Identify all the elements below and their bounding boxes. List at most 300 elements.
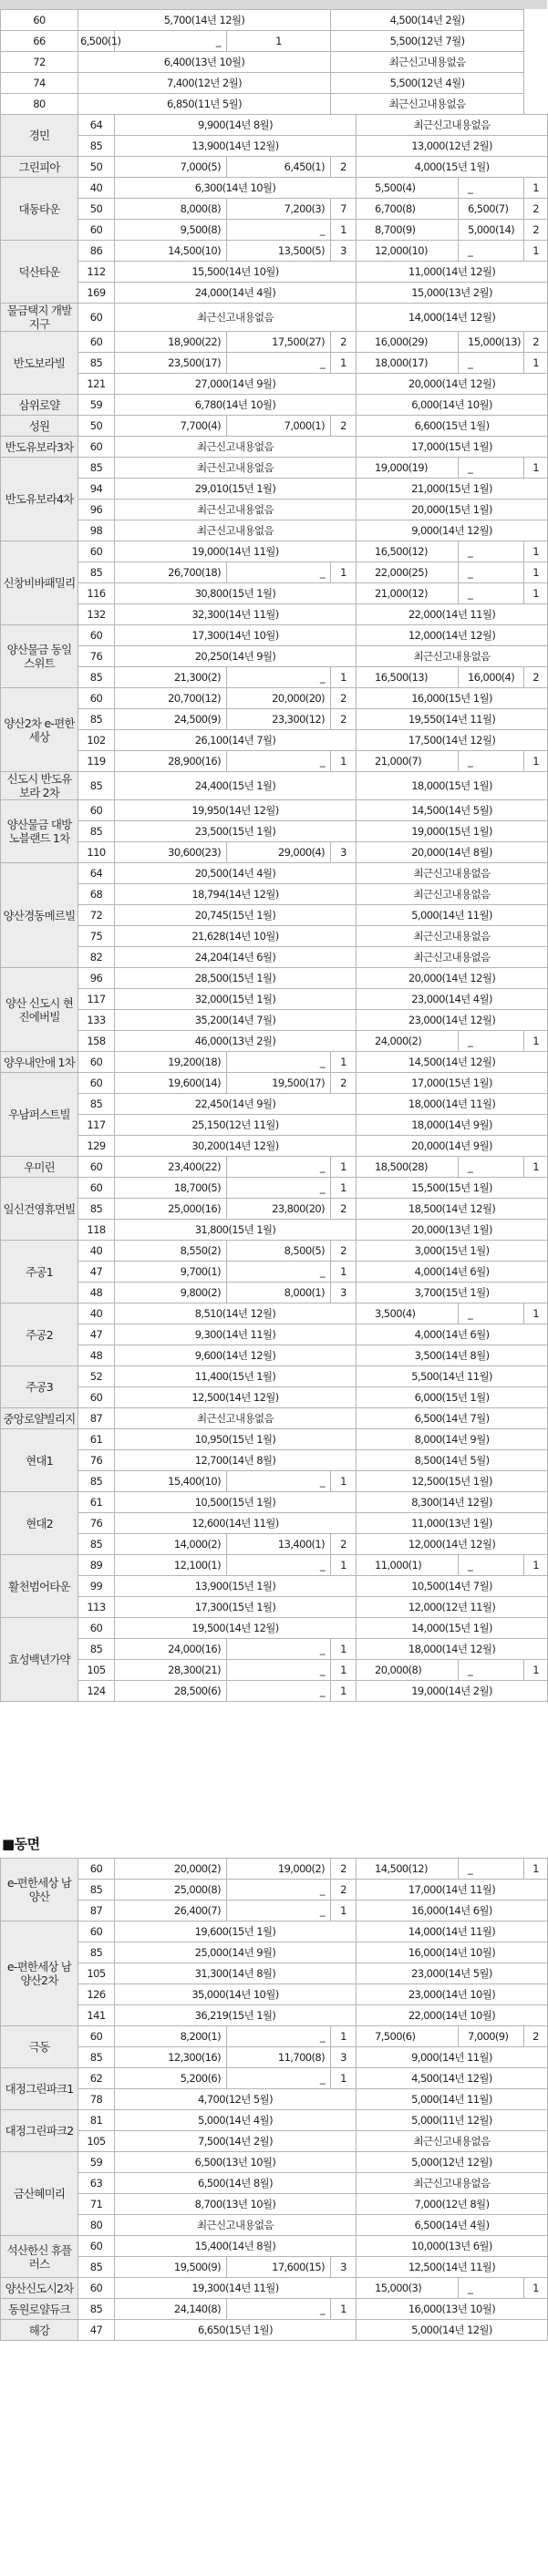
- sale-high-price: 19,200(18): [115, 1052, 227, 1073]
- table-row: [1, 2299, 548, 2320]
- table-row: [1, 2236, 548, 2257]
- sale-price-cell: 46,000(13년 2월): [115, 1031, 357, 1052]
- table-row: [1, 2089, 548, 2110]
- sale-price-cell: 최근신고내용없음: [115, 437, 357, 458]
- table-row: [1, 1073, 548, 1094]
- lease-price-cell: 10,000(13년 6월): [357, 2236, 548, 2257]
- sale-price-cell: 20,250(14년 9월): [115, 646, 357, 667]
- sale-price-cell: 22,450(14년 9월): [115, 1094, 357, 1115]
- lease-price-cell: 4,500(14년 12월): [357, 2068, 548, 2089]
- table-row: [1, 2005, 548, 2026]
- complex-name: 주공2: [1, 1303, 78, 1366]
- lease-high-price: 16,500(13): [357, 667, 459, 688]
- sale-count: 2: [331, 332, 357, 353]
- lease-count: 1: [524, 1157, 548, 1178]
- sale-high-price: 12,300(16): [115, 2047, 227, 2068]
- complex-name: 양산2차 e-편한 세상: [1, 688, 78, 772]
- lease-high-price: 6,700(8): [357, 199, 459, 220]
- table-row: [1, 395, 548, 416]
- table-row: [1, 842, 548, 863]
- sale-count: 2: [331, 1241, 357, 1262]
- sale-low-price: 17,600(15): [227, 2257, 331, 2278]
- table-row: [1, 709, 548, 730]
- complex-name: 신창비바패밀리: [1, 541, 78, 625]
- sale-price-cell: 10,950(15년 1월): [115, 1429, 357, 1450]
- sale-low-price: _: [227, 353, 331, 374]
- sale-low-price: 6,450(1): [227, 157, 331, 178]
- table-row: [1, 2110, 548, 2131]
- complex-name: 주공1: [1, 1241, 78, 1303]
- area-cell: 85: [78, 1942, 115, 1963]
- area-cell: 61: [78, 1492, 115, 1513]
- table-row: [1, 1534, 548, 1555]
- complex-name: 반도유보라4차: [1, 458, 78, 541]
- table-row: [1, 1408, 548, 1429]
- lease-high-price: 3,500(4): [357, 1303, 459, 1324]
- table-row: [1, 2278, 548, 2299]
- complex-name: 양우내안애 1차: [1, 1052, 78, 1073]
- area-cell: 141: [78, 2005, 115, 2026]
- sale-count: 1: [331, 220, 357, 241]
- sale-price-cell: 최근신고내용없음: [115, 304, 357, 332]
- area-cell: 40: [78, 1303, 115, 1324]
- area-cell: 75: [78, 926, 115, 947]
- area-cell: 96: [78, 968, 115, 989]
- sale-high-price: 25,000(16): [115, 1199, 227, 1220]
- sale-high-price: 26,700(18): [115, 562, 227, 583]
- area-cell: 85: [78, 562, 115, 583]
- sale-count: 3: [331, 842, 357, 863]
- sale-low-price: 29,000(4): [227, 842, 331, 863]
- lease-price-cell: 8,500(14년 5월): [357, 1450, 548, 1471]
- sale-high-price: 7,700(4): [115, 416, 227, 437]
- sale-price-cell: 6,780(14년 10월): [115, 395, 357, 416]
- area-cell: 169: [78, 283, 115, 304]
- complex-name: 대정그린파크1: [1, 2068, 78, 2110]
- lease-count: 2: [524, 199, 548, 220]
- sale-price-cell: 19,000(14년 11월): [115, 541, 357, 562]
- lease-price-cell: 18,000(14년 12월): [357, 1639, 548, 1660]
- area-cell: 116: [78, 583, 115, 604]
- table-row: [1, 905, 548, 926]
- lease-price-cell: 5,000(14년 11월): [357, 2089, 548, 2110]
- complex-name: 양산신도시2차: [1, 2278, 78, 2299]
- area-cell: 105: [78, 1963, 115, 1984]
- sale-count: 1: [331, 2026, 357, 2047]
- lease-price-cell: 6,600(15년 1월): [357, 416, 548, 437]
- lease-price-cell: 최근신고내용없음: [357, 947, 548, 968]
- sale-low-price: _: [227, 1262, 331, 1283]
- sale-high-price: 23,400(22): [115, 1157, 227, 1178]
- sale-price-cell: 19,950(14년 12월): [115, 800, 357, 821]
- price-table: [0, 9, 548, 1702]
- lease-low-price: 5,000(14): [459, 220, 524, 241]
- table-row: [1, 968, 548, 989]
- sale-high-price: 24,140(8): [115, 2299, 227, 2320]
- lease-price-cell: 20,000(14년 8월): [357, 842, 548, 863]
- sale-low-price: _: [227, 1660, 331, 1681]
- area-cell: 60: [78, 1618, 115, 1639]
- sale-price-cell: 25,000(14년 9월): [115, 1942, 357, 1963]
- area-cell: 72: [1, 52, 78, 73]
- lease-low-price: _: [459, 562, 524, 583]
- lease-count: 1: [524, 1859, 548, 1880]
- area-cell: 60: [78, 304, 115, 332]
- sale-price-cell: 13,900(15년 1월): [115, 1576, 357, 1597]
- complex-name: e-편한세상 남양산: [1, 1859, 78, 1922]
- sale-price-cell: 8,700(13년 10월): [115, 2194, 357, 2215]
- lease-count: 1: [524, 1031, 548, 1052]
- area-cell: 60: [78, 688, 115, 709]
- lease-high-price: 16,000(29): [357, 332, 459, 353]
- complex-name: 효성백년가약: [1, 1618, 78, 1702]
- lease-high-price: 19,000(19): [357, 458, 459, 479]
- lease-low-price: 16,000(4): [459, 667, 524, 688]
- lease-count: 1: [524, 241, 548, 262]
- lease-price-cell: 5,000(11년 12월): [357, 2110, 548, 2131]
- sale-low-price: _: [227, 562, 331, 583]
- table-row: [1, 353, 548, 374]
- sale-high-price: 20,000(2): [115, 1859, 227, 1880]
- table-row: [1, 1010, 548, 1031]
- table-row: [1, 220, 548, 241]
- sale-price-cell: 35,000(14년 10월): [115, 1984, 357, 2005]
- sale-high-price: 8,000(8): [115, 199, 227, 220]
- sale-high-price: 20,700(12): [115, 688, 227, 709]
- lease-price-cell: 6,000(15년 1월): [357, 1387, 548, 1408]
- lease-high-price: 8,700(9): [357, 220, 459, 241]
- table-row: [1, 1492, 548, 1513]
- table-row: [1, 520, 548, 541]
- lease-count: 1: [524, 1660, 548, 1681]
- table-row: [1, 1136, 548, 1157]
- area-cell: 112: [78, 262, 115, 283]
- table-row: [1, 1178, 548, 1199]
- table-row: [1, 2194, 548, 2215]
- table-row: [1, 416, 548, 437]
- area-cell: 76: [78, 1450, 115, 1471]
- lease-price-cell: 12,000(12년 11월): [357, 1597, 548, 1618]
- sale-count: 3: [331, 241, 357, 262]
- sale-price-cell: 9,900(14년 8월): [115, 115, 357, 136]
- table-row: [1, 458, 548, 479]
- table-row: [1, 10, 548, 31]
- sale-high-price: 9,500(8): [115, 220, 227, 241]
- lease-low-price: _: [459, 1303, 524, 1324]
- lease-price-cell: 11,000(14년 12월): [357, 262, 548, 283]
- lease-count: 1: [524, 562, 548, 583]
- sale-price-cell: 20,745(15년 1월): [115, 905, 357, 926]
- area-cell: 60: [78, 1073, 115, 1094]
- lease-price-cell: 20,000(15년 1월): [357, 500, 548, 520]
- complex-name: 주공3: [1, 1366, 78, 1408]
- lease-low-price: _: [459, 583, 524, 604]
- lease-low-price: _: [459, 1157, 524, 1178]
- sale-high-price: 25,000(8): [115, 1880, 227, 1901]
- area-cell: 85: [78, 667, 115, 688]
- lease-count: 1: [524, 751, 548, 772]
- sale-price-cell: 6,850(11년 5월): [78, 94, 331, 115]
- area-cell: 64: [78, 115, 115, 136]
- area-cell: 64: [78, 863, 115, 884]
- sale-high-price: 12,100(1): [115, 1555, 227, 1576]
- area-cell: 63: [78, 2173, 115, 2194]
- sale-count: 2: [331, 709, 357, 730]
- sale-count: 1: [331, 667, 357, 688]
- sale-high-price: 26,400(7): [115, 1901, 227, 1922]
- area-cell: 132: [78, 604, 115, 625]
- sale-count: 2: [331, 688, 357, 709]
- area-cell: 126: [78, 1984, 115, 2005]
- lease-count: 1: [524, 1303, 548, 1324]
- lease-price-cell: 최근신고내용없음: [357, 2173, 548, 2194]
- sale-count: 2: [331, 416, 357, 437]
- area-cell: 85: [78, 136, 115, 157]
- area-cell: 59: [78, 2152, 115, 2173]
- sale-count: 1: [227, 31, 331, 52]
- lease-price-cell: 17,000(15년 1월): [357, 437, 548, 458]
- lease-count: 1: [524, 178, 548, 199]
- lease-price-cell: 9,000(14년 11월): [357, 2047, 548, 2068]
- table-row: [1, 1157, 548, 1178]
- area-cell: 50: [78, 157, 115, 178]
- lease-count: 2: [524, 220, 548, 241]
- lease-count: 2: [524, 2026, 548, 2047]
- complex-name: 석산한신 휴플러스: [1, 2236, 78, 2278]
- table-row: [1, 1031, 548, 1052]
- sale-price-cell: 27,000(14년 9월): [115, 374, 357, 395]
- complex-name: 대정그린파크2: [1, 2110, 78, 2152]
- area-cell: 85: [78, 2047, 115, 2068]
- sale-count: 2: [331, 1880, 357, 1901]
- sale-price-cell: 6,300(14년 10월): [115, 178, 357, 199]
- table-row: [1, 926, 548, 947]
- sale-low-price: 23,800(20): [227, 1199, 331, 1220]
- table-row: [1, 1880, 548, 1901]
- complex-name: 금산혜미리: [1, 2152, 78, 2236]
- sale-price-cell: 7,400(12년 2월): [78, 73, 331, 94]
- area-cell: 85: [78, 772, 115, 800]
- area-cell: 66: [1, 31, 78, 52]
- sale-count: 2: [331, 1199, 357, 1220]
- lease-price-cell: 최근신고내용없음: [331, 94, 524, 115]
- lease-price-cell: 18,500(14년 12월): [357, 1199, 548, 1220]
- lease-price-cell: 6,500(14년 4월): [357, 2215, 548, 2236]
- lease-price-cell: 14,500(14년 5월): [357, 800, 548, 821]
- lease-price-cell: 최근신고내용없음: [357, 2131, 548, 2152]
- area-cell: 40: [78, 1241, 115, 1262]
- lease-high-price: 18,500(28): [357, 1157, 459, 1178]
- area-cell: 60: [78, 2278, 115, 2299]
- lease-price-cell: 19,550(14년 11월): [357, 709, 548, 730]
- sale-high-price: 19,600(14): [115, 1073, 227, 1094]
- lease-high-price: 22,000(25): [357, 562, 459, 583]
- table-row: [1, 562, 548, 583]
- lease-price-cell: 15,500(15년 1월): [357, 1178, 548, 1199]
- area-cell: 60: [78, 1157, 115, 1178]
- lease-price-cell: 16,000(13년 10월): [357, 2299, 548, 2320]
- lease-high-price: 21,000(12): [357, 583, 459, 604]
- price-table: [0, 1858, 548, 2341]
- area-cell: 40: [78, 178, 115, 199]
- area-cell: 47: [78, 1262, 115, 1283]
- area-cell: 60: [1, 10, 78, 31]
- table-row: [1, 1922, 548, 1942]
- table-row: [1, 241, 548, 262]
- lease-low-price: 6,500(7): [459, 199, 524, 220]
- lease-price-cell: 20,000(14년 12월): [357, 968, 548, 989]
- table-row: [1, 1513, 548, 1534]
- sale-high-price: 14,500(10): [115, 241, 227, 262]
- sale-low-price: _: [227, 1157, 331, 1178]
- table-row: [1, 1639, 548, 1660]
- sale-low-price: _: [227, 1880, 331, 1901]
- sale-high-price: 6,500(1): [78, 31, 115, 52]
- lease-price-cell: 22,000(14년 10월): [357, 2005, 548, 2026]
- lease-price-cell: 5,500(12년 7월): [331, 31, 524, 52]
- sale-high-price: 15,400(10): [115, 1471, 227, 1492]
- lease-count: 1: [524, 583, 548, 604]
- sale-price-cell: 36,219(15년 1월): [115, 2005, 357, 2026]
- lease-price-cell: 5,000(12년 12월): [357, 2152, 548, 2173]
- sale-price-cell: 24,000(14년 4월): [115, 283, 357, 304]
- area-cell: 50: [78, 416, 115, 437]
- lease-count: 2: [524, 667, 548, 688]
- sale-low-price: 13,400(1): [227, 1534, 331, 1555]
- lease-price-cell: 11,000(13년 1월): [357, 1513, 548, 1534]
- sale-count: 1: [331, 1471, 357, 1492]
- table-row: [1, 479, 548, 500]
- lease-price-cell: 8,000(14년 9월): [357, 1429, 548, 1450]
- lease-high-price: 21,000(7): [357, 751, 459, 772]
- complex-name: 삼위로얄: [1, 395, 78, 416]
- area-cell: 60: [78, 437, 115, 458]
- sale-count: 1: [331, 353, 357, 374]
- area-cell: 85: [78, 821, 115, 842]
- sale-price-cell: 21,628(14년 10월): [115, 926, 357, 947]
- sale-price-cell: 29,010(15년 1월): [115, 479, 357, 500]
- sale-low-price: _: [227, 220, 331, 241]
- sale-low-price: 8,000(1): [227, 1283, 331, 1303]
- lease-price-cell: 16,000(14년 6월): [357, 1901, 548, 1922]
- sale-low-price: _: [227, 2299, 331, 2320]
- table-row: [1, 1660, 548, 1681]
- table-row: [1, 1303, 548, 1324]
- area-cell: 60: [78, 1859, 115, 1880]
- lease-price-cell: 최근신고내용없음: [357, 863, 548, 884]
- lease-high-price: 11,000(1): [357, 1555, 459, 1576]
- area-cell: 85: [78, 1199, 115, 1220]
- area-cell: 80: [78, 2215, 115, 2236]
- table-row: [1, 157, 548, 178]
- sale-price-cell: 18,794(14년 12월): [115, 884, 357, 905]
- sale-high-price: 24,500(9): [115, 709, 227, 730]
- sale-count: 1: [331, 562, 357, 583]
- table-row: [1, 2215, 548, 2236]
- area-cell: 48: [78, 1283, 115, 1303]
- table-row: [1, 1052, 548, 1073]
- sale-low-price: _: [227, 2026, 331, 2047]
- lease-low-price: _: [459, 458, 524, 479]
- lease-price-cell: 3,700(15년 1월): [357, 1283, 548, 1303]
- table-row: [1, 583, 548, 604]
- area-cell: 71: [78, 2194, 115, 2215]
- area-cell: 102: [78, 730, 115, 751]
- area-cell: 85: [78, 709, 115, 730]
- lease-price-cell: 6,000(14년 10월): [357, 395, 548, 416]
- lease-price-cell: 3,000(15년 1월): [357, 1241, 548, 1262]
- complex-name: 물금택지 개발지구: [1, 304, 78, 332]
- area-cell: 87: [78, 1901, 115, 1922]
- lease-price-cell: 18,000(14년 9월): [357, 1115, 548, 1136]
- sale-price-cell: 최근신고내용없음: [115, 500, 357, 520]
- complex-name: 신도시 반도유 보라 2차: [1, 772, 78, 800]
- area-cell: 119: [78, 751, 115, 772]
- table-row: [1, 73, 548, 94]
- table-row: [1, 1241, 548, 1262]
- sale-low-price: _: [227, 1555, 331, 1576]
- table-row: [1, 1345, 548, 1366]
- area-cell: 133: [78, 1010, 115, 1031]
- table-row: [1, 178, 548, 199]
- area-cell: 94: [78, 479, 115, 500]
- lease-count: 2: [524, 332, 548, 353]
- complex-name: 양산물금 대방 노블랜드 1차: [1, 800, 78, 863]
- table-row: [1, 541, 548, 562]
- table-row: [1, 1942, 548, 1963]
- lease-price-cell: 17,500(14년 12월): [357, 730, 548, 751]
- sale-price-cell: 24,400(15년 1월): [115, 772, 357, 800]
- lease-high-price: 12,000(10): [357, 241, 459, 262]
- sale-count: 1: [331, 1681, 357, 1702]
- table-row: [1, 2152, 548, 2173]
- lease-price-cell: 4,000(15년 1월): [357, 157, 548, 178]
- area-cell: 124: [78, 1681, 115, 1702]
- section-heading: ■동면: [2, 1836, 40, 1852]
- area-cell: 60: [78, 2026, 115, 2047]
- sale-high-price: 14,000(2): [115, 1534, 227, 1555]
- lease-high-price: 15,000(3): [357, 2278, 459, 2299]
- area-cell: 118: [78, 1220, 115, 1241]
- sale-price-cell: 6,500(14년 8월): [115, 2173, 357, 2194]
- table-row: [1, 2320, 548, 2341]
- sale-low-price: 19,000(2): [227, 1859, 331, 1880]
- lease-count: 1: [524, 458, 548, 479]
- area-cell: 60: [78, 2236, 115, 2257]
- table-row: [1, 730, 548, 751]
- sale-low-price: 17,500(27): [227, 332, 331, 353]
- lease-price-cell: 4,500(14년 2월): [331, 10, 524, 31]
- sale-price-cell: 25,150(12년 11월): [115, 1115, 357, 1136]
- lease-price-cell: 6,500(14년 7월): [357, 1408, 548, 1429]
- lease-low-price: _: [459, 1555, 524, 1576]
- lease-count: 1: [524, 2278, 548, 2299]
- sale-count: 1: [331, 1178, 357, 1199]
- complex-name: 대동타운: [1, 178, 78, 241]
- complex-name: 일신건영휴먼빌: [1, 1178, 78, 1241]
- lease-low-price: _: [459, 541, 524, 562]
- sale-price-cell: 최근신고내용없음: [115, 458, 357, 479]
- sale-high-price: 28,300(21): [115, 1660, 227, 1681]
- lease-price-cell: 17,000(14년 11월): [357, 1880, 548, 1901]
- lease-price-cell: 20,000(14년 12월): [357, 374, 548, 395]
- table-row: [1, 625, 548, 646]
- sale-high-price: 9,700(1): [115, 1262, 227, 1283]
- area-cell: 60: [78, 332, 115, 353]
- table-row: [1, 1324, 548, 1345]
- complex-name: 양산경동메르빌: [1, 863, 78, 968]
- lease-price-cell: 19,000(15년 1월): [357, 821, 548, 842]
